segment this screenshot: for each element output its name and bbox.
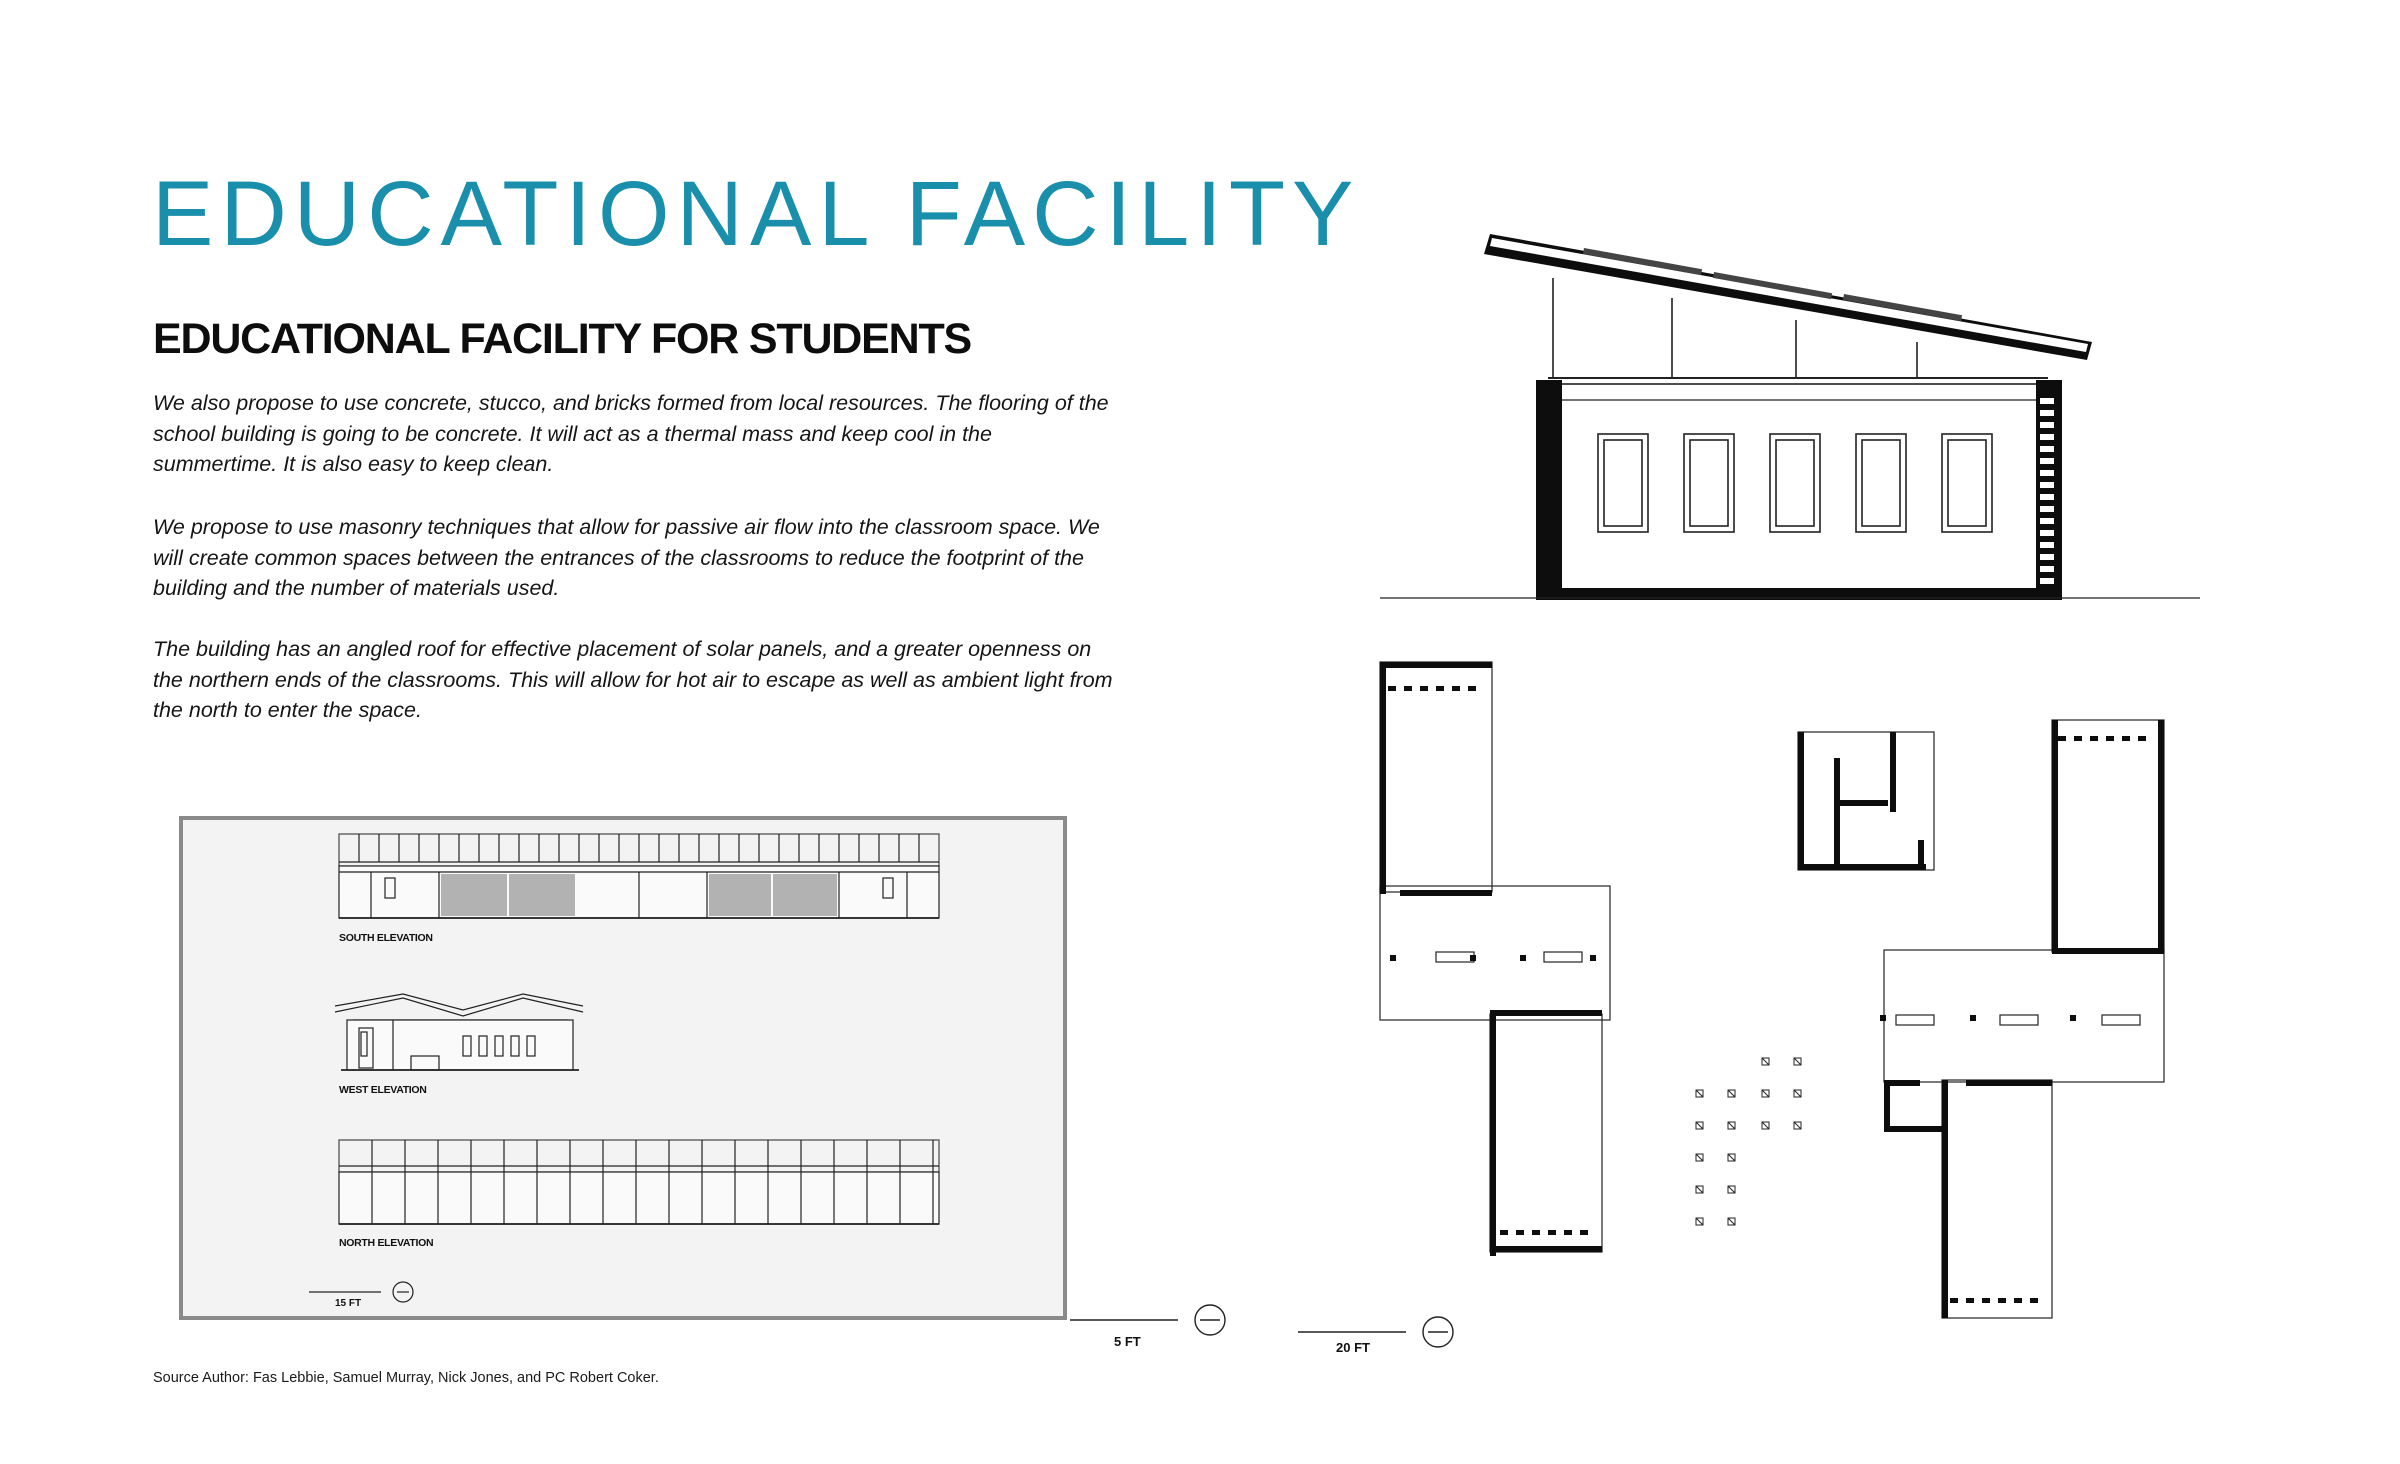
plan-scale-label: 20 FT — [1336, 1340, 1370, 1355]
paragraph-materials: We also propose to use concrete, stucco, and bricks formed from local resources. The flooring of the school building is going to be concrete. It will act as a thermal mass and keep cool in the summertime. It is also easy to keep clean. — [153, 391, 1109, 476]
west-elevation-label: WEST ELEVATION — [339, 1084, 427, 1096]
elevations-panel — [179, 816, 1067, 1320]
section-heading: EDUCATIONAL FACILITY FOR STUDENTS — [153, 315, 972, 363]
elevations-scale-bar — [309, 1280, 429, 1310]
source-credit: Source Author: Fas Lebbie, Samuel Murray, Nick Jones, and PC Robert Coker. — [153, 1370, 659, 1386]
page-title: EDUCATIONAL FACILITY — [152, 163, 1361, 265]
north-elevation-label: NORTH ELEVATION — [339, 1237, 434, 1249]
south-elevation-drawing — [339, 834, 939, 924]
south-elevation-label: SOUTH ELEVATION — [339, 932, 433, 944]
section-scale-bar — [1070, 1300, 1240, 1340]
paragraph-roof: The building has an angled roof for effective placement of solar panels, and a greater openness on the northern ends of the classrooms. This will allow for hot air to escape as well as ambient light from the north to enter the space. — [153, 637, 1113, 722]
paragraph-masonry: We propose to use masonry techniques that allow for passive air flow into the classroom space. We will create common spaces between the entrances of the classrooms to reduce the footprint of the building and the number of materials used. — [153, 515, 1100, 600]
west-elevation-drawing — [333, 988, 593, 1078]
building-section-drawing — [1380, 228, 2210, 608]
section-scale-label: 5 FT — [1114, 1334, 1141, 1349]
elevations-scale-label: 15 FT — [335, 1298, 362, 1309]
north-elevation-drawing — [339, 1140, 939, 1230]
floor-plan-drawing — [1370, 650, 2170, 1340]
plan-scale-bar — [1298, 1312, 1468, 1352]
